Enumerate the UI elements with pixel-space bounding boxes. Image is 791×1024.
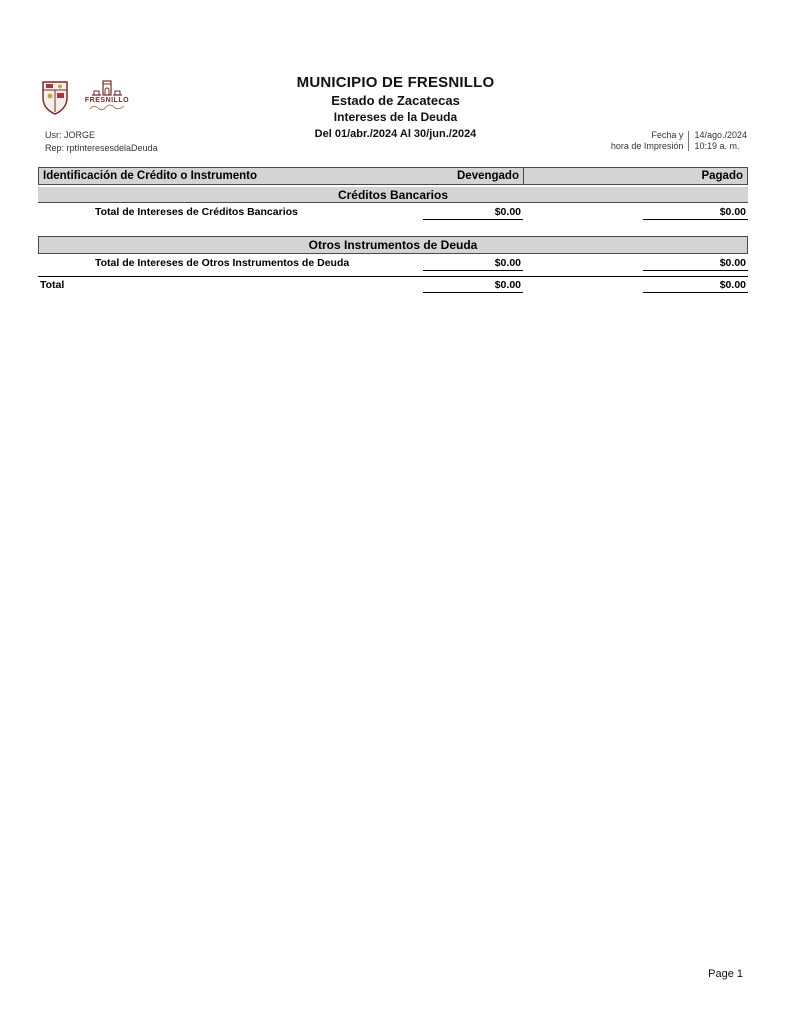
column-header-devengado: Devengado: [457, 170, 519, 182]
total-row: [38, 279, 748, 293]
table-row: [38, 257, 748, 271]
user-report-meta: [45, 129, 158, 155]
print-label-line1: Fecha y: [651, 130, 684, 140]
report-period: Del 01/abr./2024 Al 30/jun./2024: [314, 128, 477, 140]
row-label: Total de Intereses de Otros Instrumentos de Deuda: [95, 257, 350, 269]
table-row: [38, 206, 748, 220]
print-time: 10:19 a. m.: [694, 141, 740, 151]
print-datetime-values: [694, 130, 747, 152]
devengado-amount: $0.00: [423, 257, 523, 271]
total-devengado-amount: $0.00: [423, 279, 523, 293]
total-divider-line: [38, 276, 748, 277]
section-header-creditos-bancarios: Créditos Bancarios: [38, 187, 748, 203]
row-label: Total de Intereses de Créditos Bancarios: [95, 206, 298, 218]
column-header-pagado: Pagado: [701, 170, 743, 182]
municipality-title: MUNICIPIO DE FRESNILLO: [296, 74, 495, 91]
interest-table: [38, 167, 748, 293]
print-meta-divider: [688, 131, 689, 151]
table-header-left-cell: [39, 168, 524, 184]
print-datetime-labels: [611, 130, 684, 152]
print-datetime-meta: [611, 130, 747, 152]
devengado-amount: $0.00: [423, 206, 523, 220]
total-label: Total: [40, 279, 65, 291]
state-subtitle: Estado de Zacatecas: [331, 93, 460, 108]
fresnillo-logo-text: FRESNILLO: [84, 97, 130, 104]
page-number: Page 1: [708, 968, 743, 980]
table-header-row: [38, 167, 748, 185]
report-title: Intereses de la Deuda: [333, 110, 458, 124]
column-header-identificacion: Identificación de Crédito o Instrumento: [43, 170, 258, 182]
pagado-amount: $0.00: [643, 206, 748, 220]
section-header-otros-instrumentos: Otros Instrumentos de Deuda: [38, 236, 748, 254]
report-id-label: Rep: rptInteresesdelaDeuda: [45, 143, 158, 153]
print-date: 14/ago./2024: [694, 130, 747, 140]
print-label-line2: hora de Impresión: [610, 141, 684, 151]
total-pagado-amount: $0.00: [643, 279, 748, 293]
pagado-amount: $0.00: [643, 257, 748, 271]
user-label: Usr: JORGE: [45, 130, 96, 140]
